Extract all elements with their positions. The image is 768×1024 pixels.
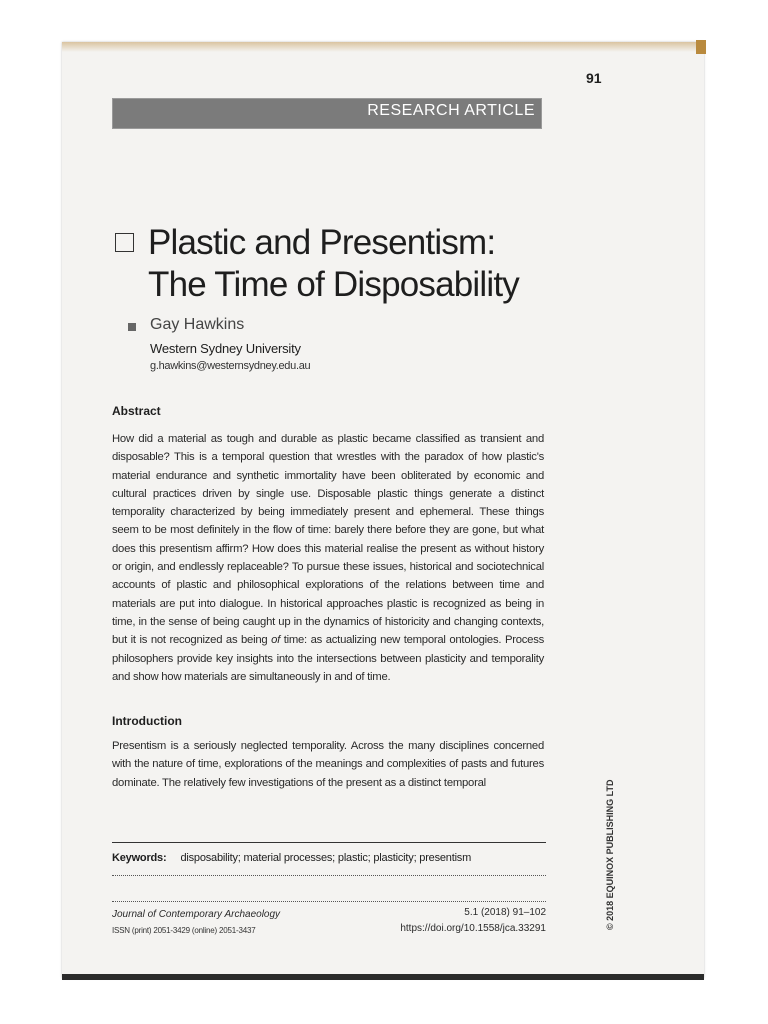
introduction-heading: Introduction [112,714,182,728]
abstract-heading: Abstract [112,404,161,418]
keywords-dotted-rule [112,875,546,876]
title-square-icon [115,233,134,252]
article-type-banner [112,98,542,129]
abstract-text [112,430,544,686]
page-corner-mark [696,40,706,54]
page-number: 91 [586,70,602,86]
author-bullet-icon [128,323,136,331]
journal-volume: 5.1 (2018) 91–102 [464,907,546,918]
article-type-label: RESEARCH ARTICLE [367,102,535,119]
copyright-notice: © 2018 EQUINOX PUBLISHING LTD [605,779,615,930]
keywords-values: disposability; material processes; plastic; plasticity; presentism [180,852,472,864]
journal-name: Journal of Contemporary Archaeology [112,909,281,920]
author-email[interactable]: g.hawkins@westernsydney.edu.au [150,360,311,372]
article-doi-link[interactable]: https://doi.org/10.1558/jca.33291 [400,923,546,934]
footer-dotted-rule [112,901,546,902]
author-name: Gay Hawkins [150,316,245,333]
journal-issn: ISSN (print) 2051-3429 (online) 2051-3437 [112,926,256,935]
abstract-text-emphasis: of [271,634,281,647]
page-edge-top [62,42,704,52]
abstract-text-part-1: How did a material as tough and durable as plastic became classified as transient and disposable? This is a temporal question that wrestles with the paradox of how plastic's material endurance and synthetic immortality have been obliterated by economic and cultural practices driven by single use. Disposable plastic things generate a distinct temporality characterized by being immediately present and ephemeral. These things seem to be most definitely in the flow of time: barely there before they are gone, but what does this presentism affirm? How does this material realise the present as without history or origin, and endlessly replaceable? To pursue these issues, historical and sociotechnical accounts of plastic and philosophical explorations of the relations between time and materials are put into dialogue. In historical approaches plastic is recognized as being in time, in the sense of being caught up in the dynamics of historicity and changing contexts, but it is not recognized as being [112,433,544,647]
article-title-line-2: The Time of Disposability [148,265,519,304]
article-title-line-1: Plastic and Presentism: [148,223,496,262]
abstract-text-part-2: time: as actualizing new temporal ontologies. Process philosophers provide key insights into the intersections between plasticity and temporality and show how materials are simultaneously in and of time. [112,634,544,683]
introduction-text: Presentism is a seriously neglected temporality. Across the many disciplines concerned with the nature of time, explorations of the meanings and complexities of pasts and futures dominate. The relatively few investigations of the present as a distinct temporal [112,740,544,789]
keywords [112,852,471,864]
keywords-rule [112,842,546,843]
keywords-label: Keywords: [112,852,167,864]
page-edge-bottom [62,974,704,980]
article-title [148,222,568,306]
author-affiliation: Western Sydney University [150,341,301,356]
